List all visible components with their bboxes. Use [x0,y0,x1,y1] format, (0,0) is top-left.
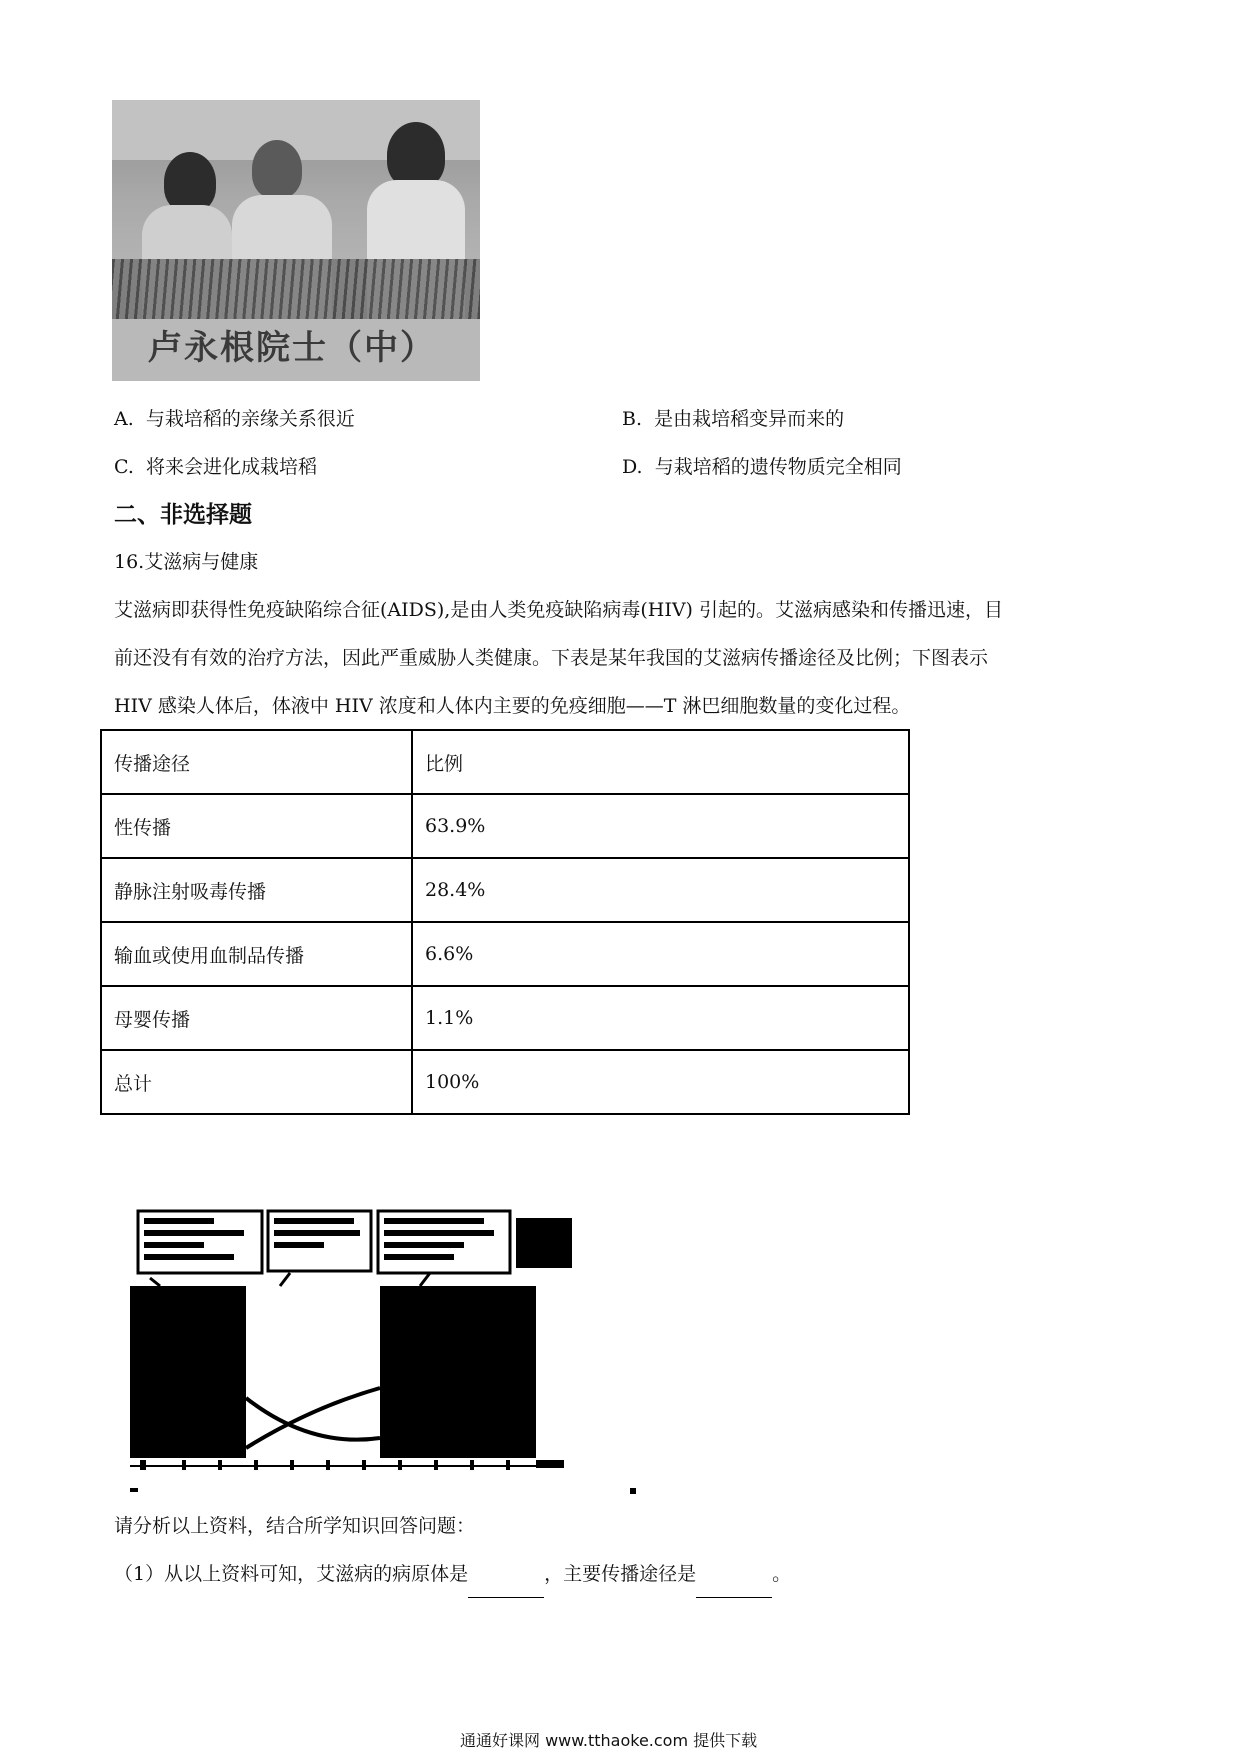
option-d [622,452,902,479]
option-c-letter: C. [114,456,134,478]
analysis-prompt: 请分析以上资料，结合所学知识回答问题： [114,1515,476,1537]
option-b [622,404,844,431]
table-cell-route: 静脉注射吸毒传播 [101,858,412,922]
table-cell-ratio: 28.4% [412,858,909,922]
figure-hiv-curve [246,1398,380,1440]
table-cell-route: 母婴传播 [101,986,412,1050]
option-b-letter: B. [622,408,643,430]
option-a-letter: A. [114,408,134,430]
table-cell-route: 总计 [101,1050,412,1114]
table-row [101,1050,909,1114]
photo-rice-plants [112,259,480,319]
option-c [114,452,317,479]
question-title: 16.艾滋病与健康 [114,551,259,573]
figure-plot-region-left [130,1286,246,1458]
photo-person-center-head [252,140,302,198]
table-cell-route: 性传播 [101,794,412,858]
figure-annotation-box-4 [516,1218,572,1268]
table-header-route: 传播途径 [101,730,412,794]
question-intro-line-1: 艾滋病即获得性免疫缺陷综合征(AIDS),是由人类免疫缺陷病毒(HIV) 引起的。艾滋病感染和传播迅速，目 [114,599,1004,621]
option-c-text: 将来会进化成栽培稻 [146,456,318,478]
table-cell-route: 输血或使用血制品传播 [101,922,412,986]
section-title: 二、非选择题 [114,502,252,528]
photo-person-left-head [164,152,216,212]
table-header-row [101,730,909,794]
q1-text-end: 。 [772,1563,792,1585]
table-row [101,986,909,1050]
q1-text-part2: ，主要传播途径是 [544,1563,697,1585]
table-cell-ratio: 1.1% [412,986,909,1050]
table-row [101,922,909,986]
question-intro-line-3: HIV 感染人体后，体液中 HIV 浓度和人体内主要的免疫细胞——T 淋巴细胞数量的变化过程。 [114,695,911,717]
q1-text-part1: （1）从以上资料可知，艾滋病的病原体是 [114,1563,469,1585]
figure-plot-region-right [380,1286,536,1458]
option-a [114,404,355,431]
photo-person-right-head [387,122,445,188]
figure-annotation-boxes [138,1211,572,1273]
analysis-question-1 [114,1550,791,1598]
option-d-text: 与栽培稻的遗传物质完全相同 [654,456,902,478]
table-header-ratio: 比例 [412,730,909,794]
table-cell-ratio: 6.6% [412,922,909,986]
option-b-text: 是由栽培稻变异而来的 [654,408,845,430]
table-cell-ratio: 63.9% [412,794,909,858]
table-row [101,794,909,858]
q1-blank-route[interactable] [696,1579,772,1598]
hiv-tcell-figure [130,1208,650,1498]
option-a-text: 与栽培稻的亲缘关系很近 [145,408,355,430]
footer-text: 通通好课网 www.tthaoke.com 提供下载 [460,1731,758,1750]
option-d-letter: D. [622,456,643,478]
transmission-table [100,729,910,1115]
table-cell-ratio: 100% [412,1050,909,1114]
q1-blank-pathogen[interactable] [468,1579,544,1598]
table-row [101,858,909,922]
photo-caption: 卢永根院士（中） [148,328,436,368]
photo-academician [112,100,480,381]
question-intro-line-2: 前还没有有效的治疗方法，因此严重威胁人类健康。下表是某年我国的艾滋病传播途径及比例；下图表示 [114,647,989,669]
